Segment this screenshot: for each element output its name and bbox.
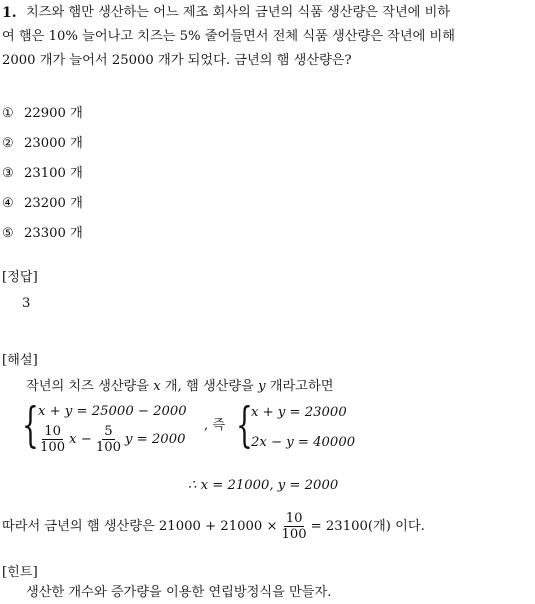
system2-equation2: 2x − y = 40000 bbox=[251, 435, 356, 450]
variable-y: y bbox=[258, 379, 266, 394]
option-1[interactable] bbox=[2, 107, 83, 120]
option-text: 23200 개 bbox=[24, 196, 83, 211]
option-2[interactable] bbox=[2, 137, 83, 150]
system1-equation2: $\frac{10}{100}$ x − $\frac{5}{100}$ y = 2000 bbox=[40, 424, 186, 455]
answer-heading: [정답] bbox=[2, 270, 38, 285]
question-line-2: 여 햄은 10% 늘어나고 치즈는 5% 줄어들면서 전체 식품 생산량은 작년에 비해 bbox=[2, 29, 456, 44]
answer-value: 3 bbox=[22, 296, 31, 311]
fraction: $\frac{10}{100}$ bbox=[40, 424, 66, 455]
connector-text: , 즉 bbox=[204, 418, 226, 433]
question-number: 1. bbox=[2, 5, 17, 21]
variable-x: x bbox=[153, 379, 161, 394]
question-line-1: 치즈와 햄만 생산하는 어느 제조 회사의 금년의 식품 생산량은 작년에 비하 bbox=[26, 5, 451, 20]
option-text: 23100 개 bbox=[24, 166, 83, 181]
question-line-3: 2000 개가 늘어서 25000 개가 되었다. 금년의 햄 생산량은? bbox=[2, 53, 352, 68]
option-3[interactable] bbox=[2, 167, 83, 180]
option-5[interactable] bbox=[2, 227, 83, 240]
explanation-intro: 작년의 치즈 생산량을 x 개, 햄 생산량을 y 개라고하면 bbox=[26, 379, 334, 394]
final-line: 따라서 금년의 햄 생산량은 21000 + 21000 × $\frac{10}{100}$ = 23100(개) 이다. bbox=[2, 511, 425, 542]
hint-text: 생산한 개수와 증가량을 이용한 연립방정식을 만들자. bbox=[26, 585, 332, 600]
left-brace: { bbox=[22, 397, 39, 453]
option-mark: ① bbox=[2, 106, 14, 121]
option-4[interactable] bbox=[2, 197, 83, 210]
therefore-line: ∴ x = 21000, y = 2000 bbox=[188, 478, 339, 493]
option-mark: ② bbox=[2, 136, 14, 151]
option-text: 22900 개 bbox=[24, 106, 83, 121]
fraction: $\frac{10}{100}$ bbox=[281, 511, 307, 542]
option-text: 23000 개 bbox=[24, 136, 83, 151]
option-mark: ④ bbox=[2, 196, 14, 211]
system1-equation1: x + y = 25000 − 2000 bbox=[38, 404, 187, 419]
option-mark: ③ bbox=[2, 166, 14, 181]
explanation-heading: [해설] bbox=[2, 353, 38, 368]
option-text: 23300 개 bbox=[24, 226, 83, 241]
option-mark: ⑤ bbox=[2, 226, 14, 241]
system2-equation1: x + y = 23000 bbox=[251, 405, 347, 420]
fraction: $\frac{5}{100}$ bbox=[95, 424, 122, 455]
left-brace: { bbox=[236, 397, 253, 453]
hint-heading: [힌트] bbox=[2, 565, 38, 580]
